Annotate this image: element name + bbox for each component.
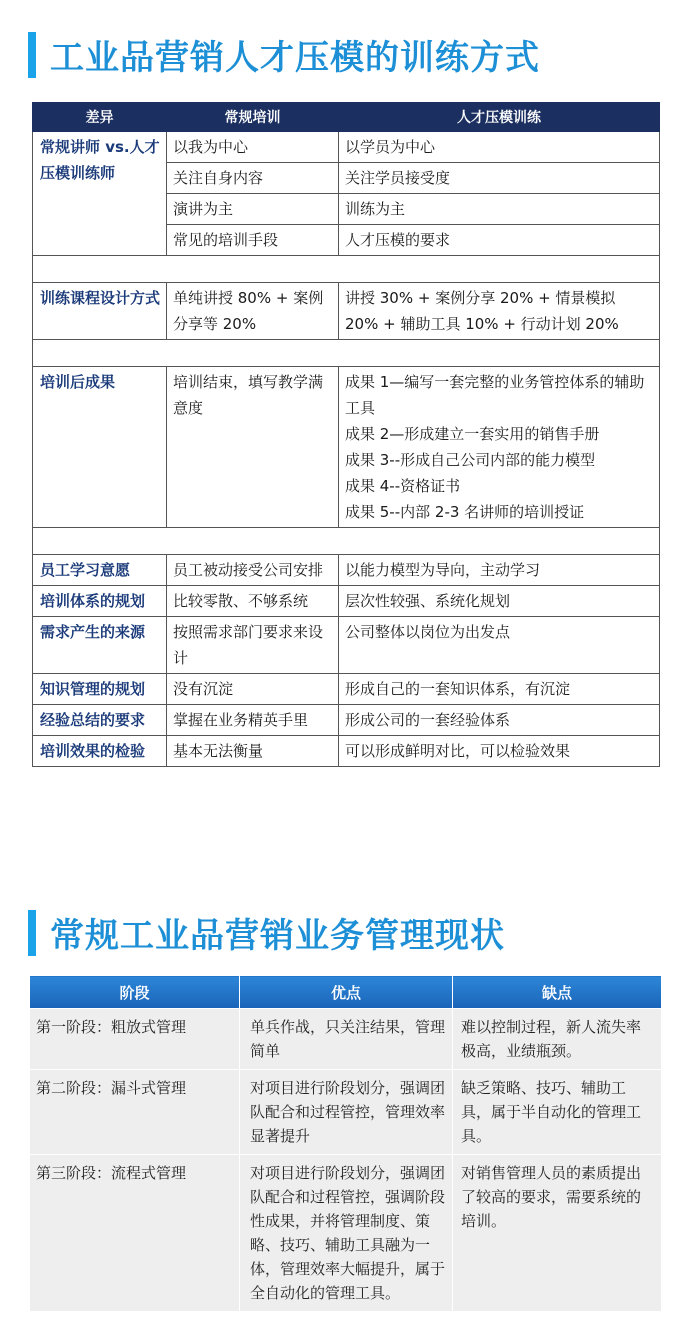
cell-pressing: 可以形成鲜明对比，可以检验效果 — [339, 736, 660, 767]
cell-pressing: 层次性较强、系统化规划 — [339, 586, 660, 617]
spacer-row — [33, 340, 660, 367]
table-row — [33, 617, 660, 674]
comparison-table — [32, 102, 660, 767]
cell-pressing: 关注学员接受度 — [339, 163, 660, 194]
cell-stage: 第一阶段：粗放式管理 — [30, 1009, 240, 1070]
cell-stage: 第三阶段：流程式管理 — [30, 1155, 240, 1312]
spacer-row — [33, 528, 660, 555]
cell-con: 难以控制过程，新人流失率极高，业绩瓶颈。 — [453, 1009, 662, 1070]
table-row — [30, 1155, 662, 1312]
col-header-stage: 阶段 — [30, 976, 240, 1009]
cell-con: 对销售管理人员的素质提出了较高的要求，需要系统的培训。 — [453, 1155, 662, 1312]
row-key: 员工学习意愿 — [33, 555, 167, 586]
row-key: 培训效果的检验 — [33, 736, 167, 767]
table-row — [33, 736, 660, 767]
cell-regular: 单纯讲授 80% + 案例分享等 20% — [167, 283, 339, 340]
cell-regular: 按照需求部门要求来设计 — [167, 617, 339, 674]
cell-regular: 以我为中心 — [167, 132, 339, 163]
row-key: 需求产生的来源 — [33, 617, 167, 674]
cell-stage: 第二阶段：漏斗式管理 — [30, 1070, 240, 1155]
table-row — [33, 283, 660, 340]
cell-pressing: 以学员为中心 — [339, 132, 660, 163]
management-status-table — [29, 975, 662, 1312]
cell-pro: 单兵作战，只关注结果，管理简单 — [240, 1009, 453, 1070]
table-row — [30, 1009, 662, 1070]
cell-pro: 对项目进行阶段划分，强调团队配合和过程管控，管理效率显著提升 — [240, 1070, 453, 1155]
result-item: 成果 4--资格证书 — [345, 477, 461, 495]
col-header-pros: 优点 — [240, 976, 453, 1009]
col-header-regular: 常规培训 — [167, 103, 339, 132]
cell-pressing: 形成公司的一套经验体系 — [339, 705, 660, 736]
spacer-row — [33, 256, 660, 283]
table-row — [33, 367, 660, 528]
cell-regular: 培训结束，填写教学满意度 — [167, 367, 339, 528]
cell-pressing: 形成自己的一套知识体系，有沉淀 — [339, 674, 660, 705]
table-row — [30, 1070, 662, 1155]
col-header-pressing: 人才压模训练 — [339, 103, 660, 132]
cell-pressing: 人才压模的要求 — [339, 225, 660, 256]
col-header-cons: 缺点 — [453, 976, 662, 1009]
col-header-diff: 差异 — [33, 103, 167, 132]
cell-pressing — [339, 367, 660, 528]
cell-pressing: 训练为主 — [339, 194, 660, 225]
title-accent-bar — [28, 910, 36, 956]
cell-regular: 常见的培训手段 — [167, 225, 339, 256]
row-key-results: 培训后成果 — [33, 367, 167, 528]
row-key: 知识管理的规划 — [33, 674, 167, 705]
section2-title: 常规工业品营销业务管理现状 — [50, 916, 505, 956]
table-row — [33, 705, 660, 736]
cell-con: 缺乏策略、技巧、辅助工具，属于半自动化的管理工具。 — [453, 1070, 662, 1155]
section1-title: 工业品营销人才压模的训练方式 — [50, 38, 540, 78]
cell-regular: 基本无法衡量 — [167, 736, 339, 767]
section1-heading — [28, 30, 540, 79]
cell-regular: 员工被动接受公司安排 — [167, 555, 339, 586]
cell-pressing: 以能力模型为导向，主动学习 — [339, 555, 660, 586]
result-item: 成果 5--内部 2-3 名讲师的培训授证 — [345, 503, 585, 521]
cell-regular: 没有沉淀 — [167, 674, 339, 705]
section2-heading — [28, 908, 505, 957]
cell-regular: 关注自身内容 — [167, 163, 339, 194]
table-row — [33, 586, 660, 617]
cell-regular: 演讲为主 — [167, 194, 339, 225]
cell-pressing: 公司整体以岗位为出发点 — [339, 617, 660, 674]
cell-pro: 对项目进行阶段划分，强调团队配合和过程管控，强调阶段性成果，并将管理制度、策略、技巧、辅助工具融为一体，管理效率大幅提升，属于全自动化的管理工具。 — [240, 1155, 453, 1312]
result-item: 成果 3--形成自己公司内部的能力模型 — [345, 451, 596, 469]
cell-regular: 掌握在业务精英手里 — [167, 705, 339, 736]
table-header-row — [30, 976, 662, 1009]
table-row — [33, 132, 660, 163]
cell-pressing: 讲授 30% + 案例分享 20% + 情景模拟 20% + 辅助工具 10% + 行动计划 20% — [339, 283, 660, 340]
cell-regular: 比较零散、不够系统 — [167, 586, 339, 617]
table-header-row — [33, 103, 660, 132]
title-accent-bar — [28, 32, 36, 78]
row-key: 培训体系的规划 — [33, 586, 167, 617]
row-key-design: 训练课程设计方式 — [33, 283, 167, 340]
result-item: 成果 1—编写一套完整的业务管控体系的辅助工具 — [345, 373, 645, 417]
row-key-trainer: 常规讲师 vs.人才压模训练师 — [33, 132, 167, 256]
table-row — [33, 674, 660, 705]
row-key: 经验总结的要求 — [33, 705, 167, 736]
result-item: 成果 2—形成建立一套实用的销售手册 — [345, 425, 600, 443]
table-row — [33, 555, 660, 586]
